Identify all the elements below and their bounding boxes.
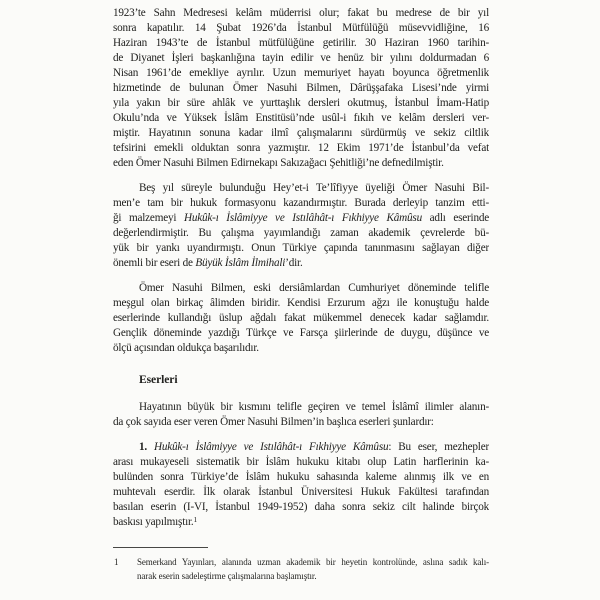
text-line bbox=[113, 6, 489, 21]
text-run: Nisan 1961’de emekliye ayrılır. Uzun memuriyet hayatı boyunca öğretmenlik bbox=[113, 67, 489, 79]
text-line bbox=[113, 400, 489, 415]
text-run: Gençlik döneminde yazdığı Türkçe ve Farsça şiirlerinde de duygu, düşünce ve bbox=[113, 327, 489, 339]
text-run: Okulu’nda ve Yüksek İslâm Enstitüsü’nde usûl-i fıkıh ve kelâm dersleri ver- bbox=[113, 112, 489, 124]
page-body bbox=[113, 6, 489, 530]
text-run: meşgul olan birkaç âlimden biridir. Kendisi Erzurum ağzı ile konuştuğu halde bbox=[113, 297, 489, 309]
text-run: ’dir. bbox=[285, 257, 303, 269]
text-run: bulünden sonra Türkiye’de İslâm hukuku sahasında kaleme alınmış ilk ve en bbox=[113, 471, 489, 483]
text-line bbox=[113, 440, 489, 455]
text-line bbox=[113, 470, 489, 485]
paragraph bbox=[113, 181, 489, 271]
text-run: da çok sayıda eser veren Ömer Nasuhi Bilmen’in başlıca eserleri şunlardır: bbox=[113, 416, 434, 428]
paragraph bbox=[113, 6, 489, 171]
text-run: sonra kapatılır. 14 Şubat 1926’da İstanbul Mütfülüğü müsevvidliğine, 16 bbox=[113, 22, 489, 34]
text-run: tefsirini emekli olduktan sonra yazmıştır. 12 Ekim 1971’de İstanbul’da vefat bbox=[113, 142, 489, 154]
text-run: men’e tam bir hukuk formasyonu kazandırmıştır. Burada derleyip tanzim etti- bbox=[113, 197, 489, 209]
footnote-line: narak eserin sadeleştirme çalışmalarına başlamıştır. bbox=[137, 571, 317, 581]
text-run: arası mukayeseli sistematik bir İslâm hukuku kitabı olup Latin harflerinin ka- bbox=[113, 456, 489, 468]
text-run: değerlendirmiştir. Bu çalışma yayımlandığı zaman akademik çevrelerde bü- bbox=[113, 227, 489, 239]
text-run: adlı eserinde bbox=[421, 212, 489, 224]
text-run: ölçü açısından oldukça başarılıdır. bbox=[113, 342, 259, 354]
text-line bbox=[113, 126, 489, 141]
text-run: miştir. Hayatının sonuna kadar ilmî çalışmalarını sürdürmüş ve sekiz ciltlik bbox=[113, 127, 489, 139]
text-run: yıla yakın bir süre ahlâk ve yurttaşlık dersleri okutmuş, İstanbul İmam-Hatip bbox=[113, 97, 489, 109]
text-run: önemli bir eseri de bbox=[113, 257, 196, 269]
text-line bbox=[113, 66, 489, 81]
text-run: Hukûk-ı İslâmiyye ve Istılâhât-ı Fıkhiyye Kâmûsu bbox=[153, 441, 389, 453]
text-line bbox=[113, 141, 489, 156]
text-line bbox=[113, 500, 489, 515]
text-line bbox=[113, 256, 489, 271]
text-run: : Bu eser, mezhepler bbox=[388, 441, 489, 453]
paragraph bbox=[113, 281, 489, 356]
footnote-lines bbox=[137, 555, 489, 583]
footnote-line: Semerkand Yayınları, alanında uzman akademik bir heyetin kontrolünde, aslına sadık kalı- bbox=[137, 557, 489, 567]
text-line bbox=[113, 311, 489, 326]
text-run: Haziran 1943’te de İstanbul mütfülüğüne getirilir. 30 Haziran 1960 tarihin- bbox=[113, 37, 489, 49]
text-line bbox=[113, 81, 489, 96]
text-line bbox=[113, 51, 489, 66]
text-run: Büyük İslâm İlmihali bbox=[195, 257, 286, 269]
text-run: eden Ömer Nasuhi Bilmen Edirnekapı Sakızağacı Şehitliği’ne defnedilmiştir. bbox=[113, 157, 444, 169]
text-run: de Diyanet İşleri başkanlığına tayin edilir ve henüz bir yılını doldurmadan 6 bbox=[113, 52, 489, 64]
footnote-reference: 1 bbox=[193, 515, 198, 524]
footnote-number: 1 bbox=[114, 557, 119, 567]
text-run: 1. bbox=[139, 441, 154, 453]
text-run: yük bir yankı uyandırmıştı. Onun Türkiye çapında tanınmasını sağlayan diğer bbox=[113, 242, 489, 254]
text-run: Ömer Nasuhi Bilmen, eski dersiâmlardan Cumhuriyet döneminde telifle bbox=[139, 282, 489, 294]
text-run: Hayatının büyük bir kısmını telifle geçiren ve temel İslâmî ilimler alanın- bbox=[139, 401, 489, 413]
text-run: hizmetinde de bulunan Ömer Nasuhi Bilmen, Dârüşşafaka Lisesi’nde yirmi bbox=[113, 82, 489, 94]
text-line bbox=[113, 181, 489, 196]
text-line bbox=[113, 241, 489, 256]
text-run: baskısı yapılmıştır. bbox=[113, 516, 194, 528]
paragraph bbox=[113, 440, 489, 530]
text-line bbox=[113, 111, 489, 126]
text-line bbox=[113, 326, 489, 341]
text-run: muhtevalı eserdir. İlk olarak İstanbul Üniversitesi Hukuk Fakültesi tarafından bbox=[113, 486, 489, 498]
text-line bbox=[113, 156, 489, 171]
text-run: 1923’te Sahn Medresesi kelâm müderrisi olur; fakat bu medrese de bir yıl bbox=[113, 7, 489, 19]
section-heading: Eserleri bbox=[139, 373, 178, 386]
text-line bbox=[113, 21, 489, 36]
text-line bbox=[113, 36, 489, 51]
text-line bbox=[113, 341, 489, 356]
text-run: eserlerinde kullandığı üslup ağdalı fakat mükemmel denecek kadar sağlamdır. bbox=[113, 312, 489, 324]
text-run: Beş yıl süreyle bulunduğu Hey’et-i Te’lîfiyye üyeliği Ömer Nasuhi Bil- bbox=[139, 182, 489, 194]
text-run: basılan eserin (I-VI, İstanbul 1949-1952) daha sonra sekiz cilt halinde birçok bbox=[113, 501, 489, 513]
text-line bbox=[113, 296, 489, 311]
text-line bbox=[113, 415, 489, 430]
footnote bbox=[113, 555, 489, 583]
text-run: Hukûk-ı İslâmiyye ve Istılâhât-ı Fıkhiyye Kâmûsu bbox=[183, 212, 422, 224]
text-line bbox=[113, 96, 489, 111]
text-line bbox=[113, 455, 489, 470]
paragraph bbox=[113, 400, 489, 430]
text-line bbox=[113, 211, 489, 226]
text-line bbox=[113, 485, 489, 500]
text-line bbox=[113, 226, 489, 241]
text-line bbox=[113, 515, 489, 530]
footnote-area bbox=[113, 547, 489, 583]
text-run: ği malzemeyi bbox=[113, 212, 184, 224]
footnote-separator bbox=[113, 547, 208, 548]
text-line bbox=[113, 281, 489, 296]
text-line bbox=[113, 196, 489, 211]
